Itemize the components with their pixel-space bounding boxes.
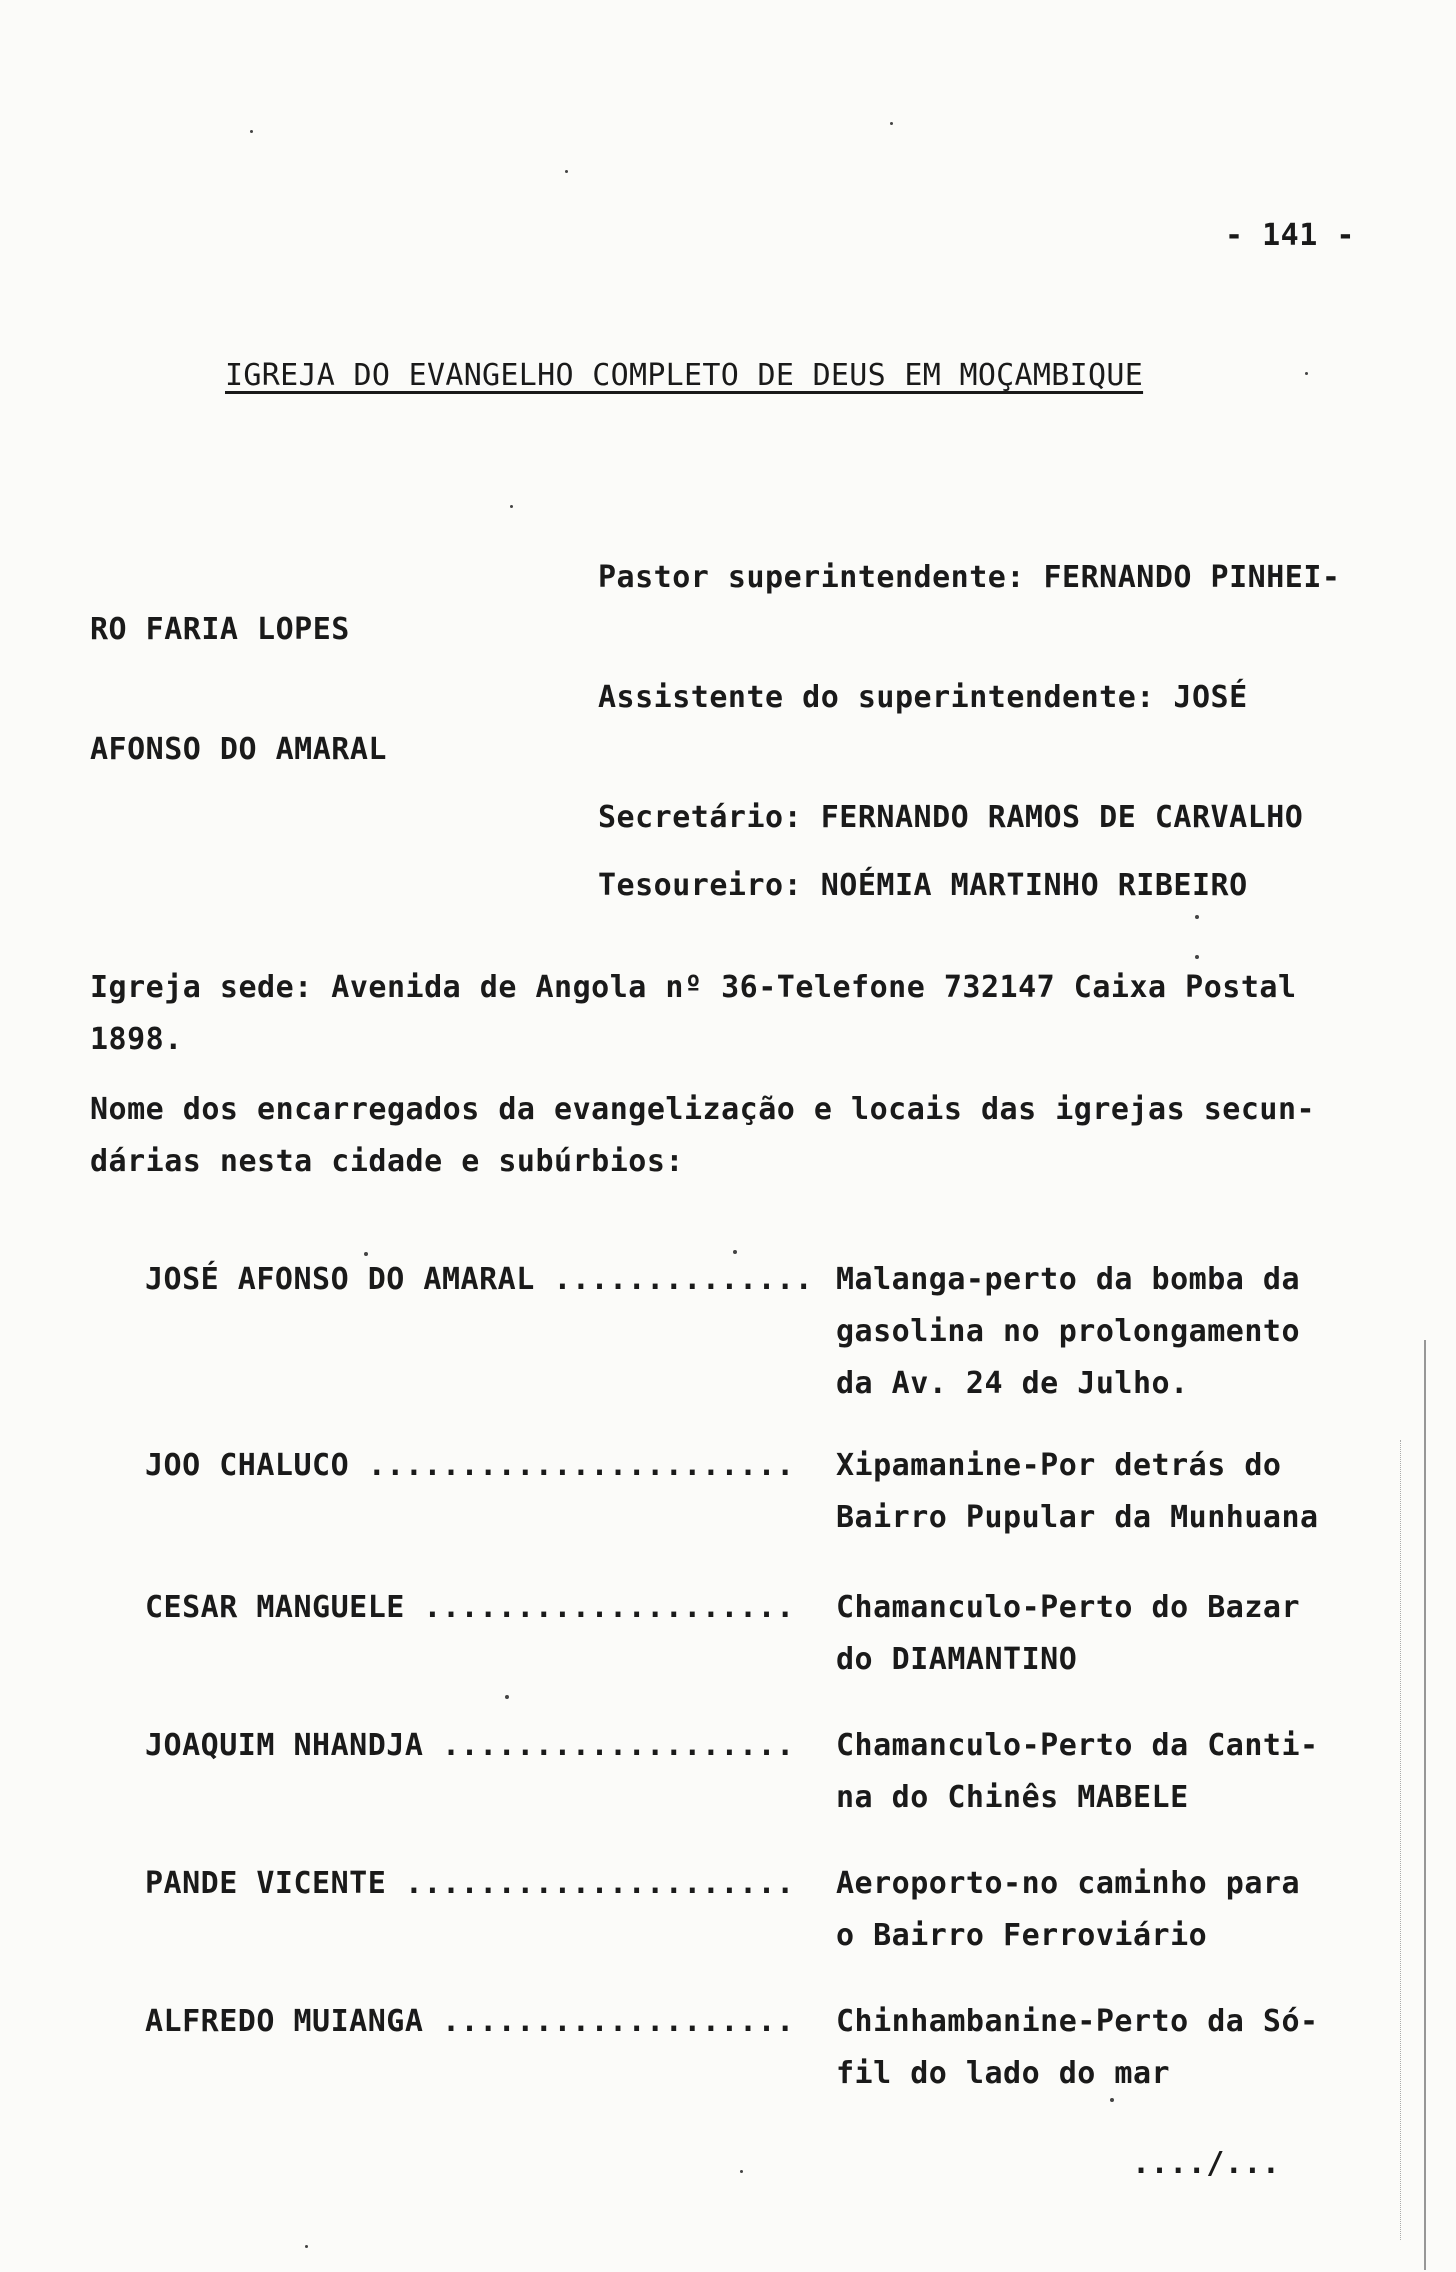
scan-edge-line: [1424, 1340, 1426, 2270]
headquarters-line-1: Igreja sede: Avenida de Angola nº 36-Telefone 732147 Caixa Postal: [90, 970, 1297, 1005]
entry-place-line: Malanga-perto da bomba da: [836, 1262, 1301, 1297]
assistant-line-2: AFONSO DO AMARAL: [90, 732, 387, 767]
headquarters-line-2: 1898.: [90, 1022, 183, 1057]
entry-name: ALFREDO MUIANGA ...................: [145, 2004, 795, 2039]
scan-speck: [250, 130, 253, 133]
pastor-line-2: RO FARIA LOPES: [90, 612, 350, 647]
scan-speck: [733, 1250, 737, 1254]
entry-name: PANDE VICENTE .....................: [145, 1866, 795, 1901]
entry-place-line: fil do lado do mar: [836, 2056, 1171, 2091]
entry-place-line: Xipamanine-Por detrás do: [836, 1448, 1282, 1483]
treasurer-line: Tesoureiro: NOÉMIA MARTINHO RIBEIRO: [598, 868, 1248, 903]
entry-place-line: na do Chinês MABELE: [836, 1780, 1189, 1815]
entry-place-line: Chinhambanine-Perto da Só-: [836, 2004, 1319, 2039]
entry-place-line: Aeroporto-no caminho para: [836, 1866, 1301, 1901]
entry-name: JOAQUIM NHANDJA ...................: [145, 1728, 795, 1763]
scan-speck: [1110, 2098, 1114, 2102]
entry-place-line: gasolina no prolongamento: [836, 1314, 1301, 1349]
scan-speck: [565, 170, 568, 173]
intro-line-1: Nome dos encarregados da evangelização e locais das igrejas secun-: [90, 1092, 1316, 1127]
page-number: - 141 -: [1225, 218, 1355, 253]
entry-place-line: o Bairro Ferroviário: [836, 1918, 1208, 1953]
scan-speck: [1195, 955, 1199, 959]
scan-speck: [510, 505, 513, 508]
continuation-mark: ..../...: [1132, 2146, 1281, 2181]
intro-line-2: dárias nesta cidade e subúrbios:: [90, 1144, 684, 1179]
entry-place-line: do DIAMANTINO: [836, 1642, 1078, 1677]
entry-place-line: Chamanculo-Perto do Bazar: [836, 1590, 1301, 1625]
scan-speck: [505, 1695, 509, 1699]
scan-speck: [1305, 372, 1308, 375]
secretary-line: Secretário: FERNANDO RAMOS DE CARVALHO: [598, 800, 1304, 835]
page-title: IGREJA DO EVANGELHO COMPLETO DE DEUS EM MOÇAMBIQUE: [225, 358, 1144, 393]
scan-speck: [740, 2170, 743, 2173]
entry-place-line: Bairro Pupular da Munhuana: [836, 1500, 1319, 1535]
entry-name: JOO CHALUCO .......................: [145, 1448, 795, 1483]
entry-name: CESAR MANGUELE ....................: [145, 1590, 795, 1625]
scan-speck: [1195, 915, 1199, 919]
entry-place-line: Chamanculo-Perto da Canti-: [836, 1728, 1319, 1763]
scan-speck: [305, 2245, 308, 2248]
assistant-line-1: Assistente do superintendente: JOSÉ: [598, 680, 1248, 715]
scan-edge-line: [1400, 1440, 1402, 2240]
entry-place-line: da Av. 24 de Julho.: [836, 1366, 1189, 1401]
entry-name: JOSÉ AFONSO DO AMARAL ..............: [145, 1262, 814, 1297]
pastor-line-1: Pastor superintendente: FERNANDO PINHEI-: [598, 560, 1341, 595]
scan-speck: [890, 122, 893, 125]
scan-speck: [364, 1252, 368, 1256]
